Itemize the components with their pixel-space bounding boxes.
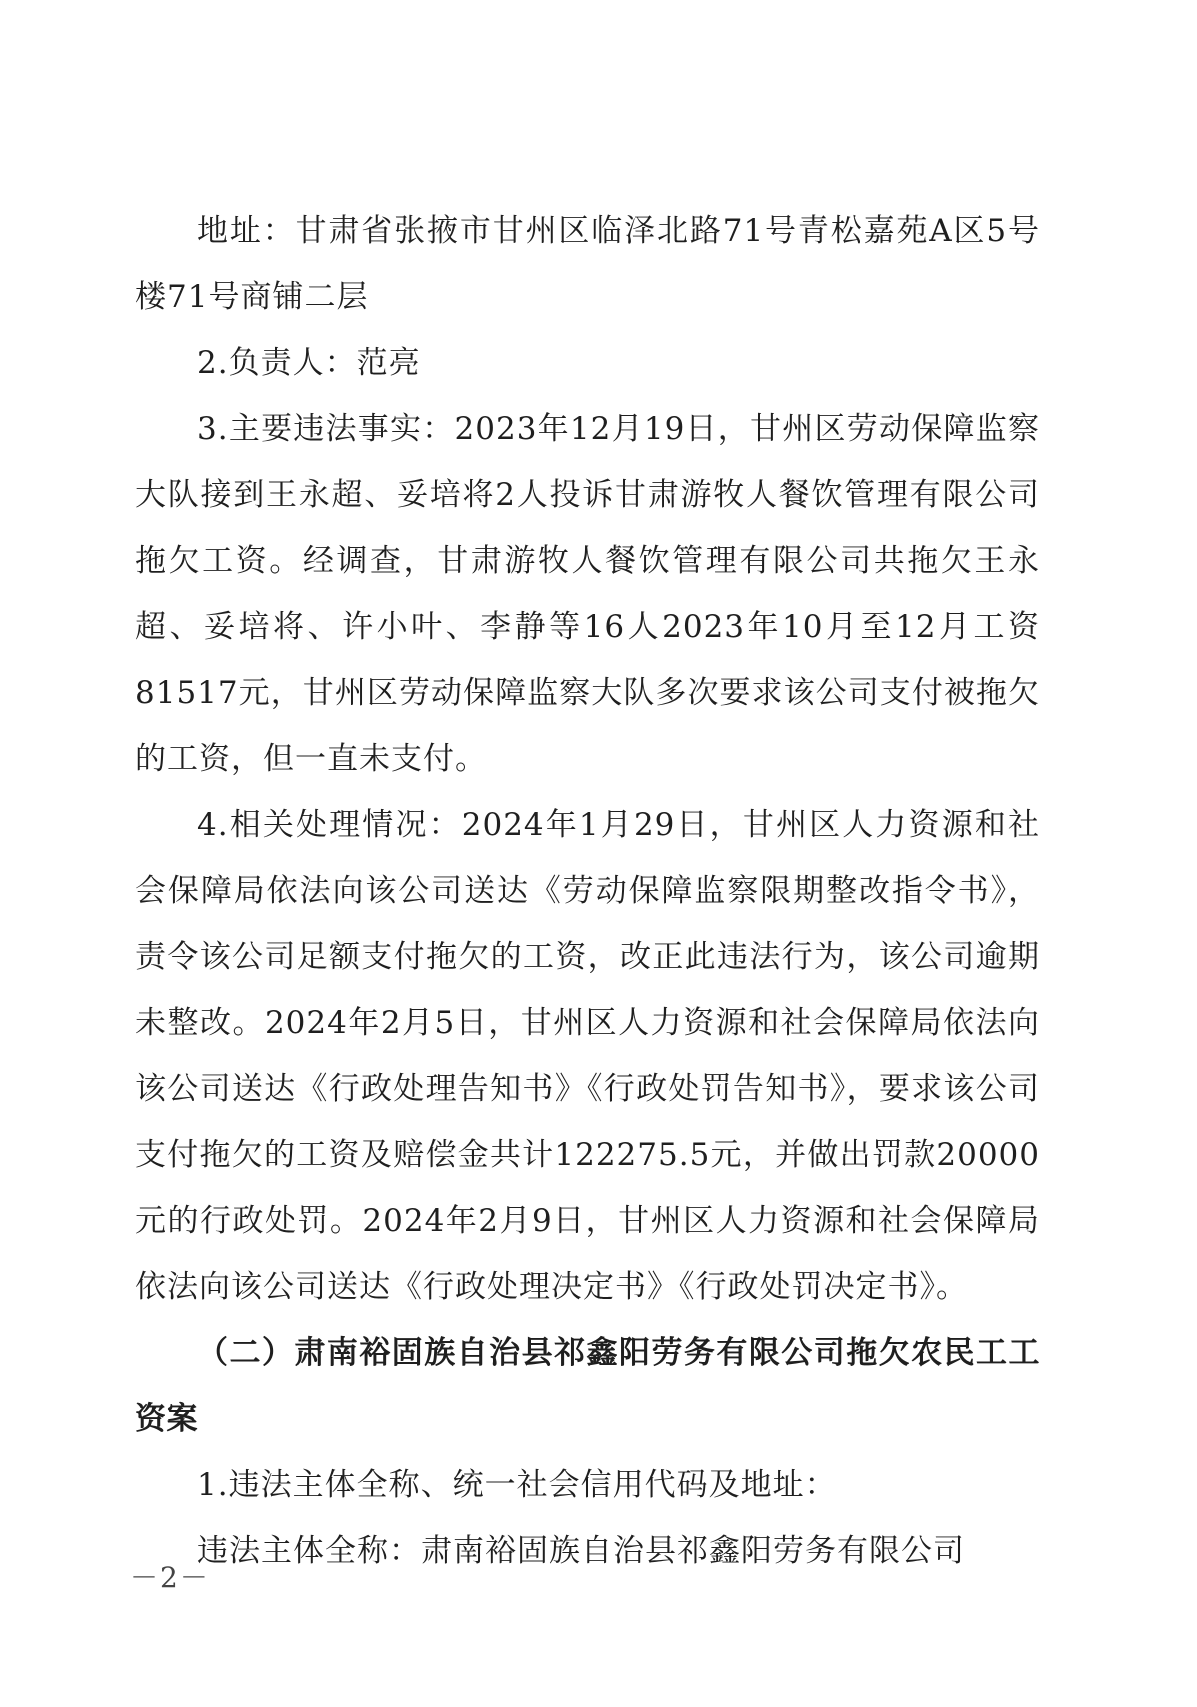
- section-heading: （二）肃南裕固族自治县祁鑫阳劳务有限公司拖欠农民工工资案: [135, 1335, 1040, 1437]
- violation-facts-paragraph: 3.主要违法事实：2023年12月19日，甘州区劳动保障监察大队接到王永超、妥培将2人投诉甘肃游牧人餐饮管理有限公司拖欠工资。经调查，甘肃游牧人餐饮管理有限公司共拖欠王永超、妥培将、许小叶、李静等16人2023年10月至12月工资81517元，甘州区劳动保障监察大队多次要求该公司支付被拖欠的工资，但一直未支付。: [135, 411, 1040, 777]
- handling-paragraph: 4.相关处理情况：2024年1月29日，甘州区人力资源和社会保障局依法向该公司送达《劳动保障监察限期整改指令书》，责令该公司足额支付拖欠的工资，改正此违法行为，该公司逾期未整改。2024年2月5日，甘州区人力资源和社会保障局依法向该公司送达《行政处理告知书》《行政处罚告知书》，要求该公司支付拖欠的工资及赔偿金共计122275.5元，并做出罚款20000元的行政处罚。2024年2月9日，甘州区人力资源和社会保障局依法向该公司送达《行政处理决定书》《行政处罚决定书》。: [135, 807, 1040, 1305]
- document-body: [135, 198, 1040, 1584]
- subject-name-paragraph: 违法主体全称：肃南裕固族自治县祁鑫阳劳务有限公司: [197, 1533, 965, 1569]
- item-1-paragraph: 1.违法主体全称、统一社会信用代码及地址：: [197, 1467, 837, 1503]
- responsible-person-paragraph: 2.负责人：范亮: [197, 345, 421, 381]
- address-paragraph: 地址：甘肃省张掖市甘州区临泽北路71号青松嘉苑A区5号楼71号商铺二层: [135, 213, 1040, 315]
- page-number: －2－: [130, 1561, 210, 1594]
